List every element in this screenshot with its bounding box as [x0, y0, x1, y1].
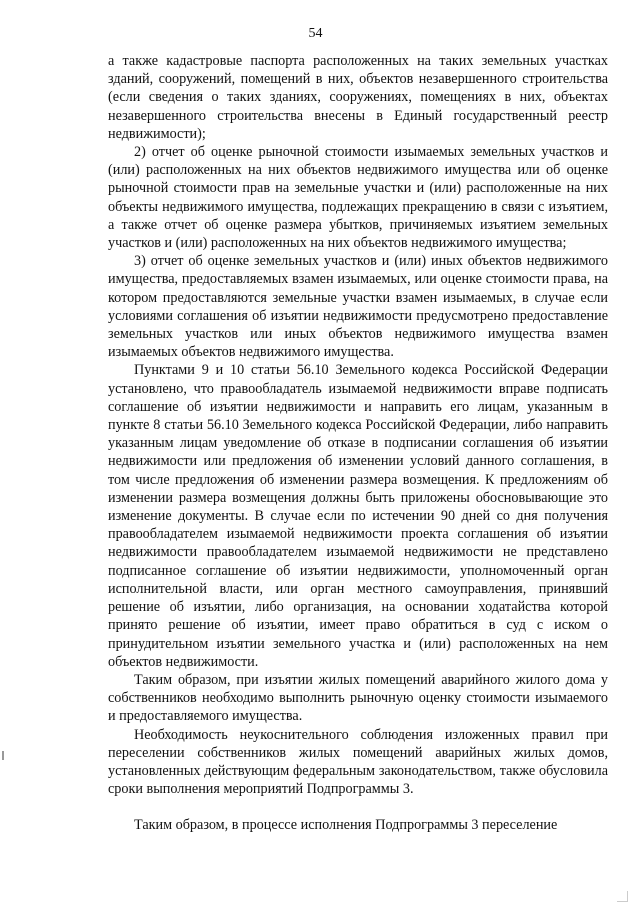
paragraph-replacement-valuation-report: 3) отчет об оценке земельных участков и (или) иных объектов недвижимого имущества, предоставляемых взамен изымаемых, или оценке стоимости права, на котором предоставляются земельные участки взамен изымаемых, в случае если условиями соглашения об изъятии недвижимости предусмотрено предоставление земельных участков или иных объектов недвижимого имущества взамен изымаемых объектов недвижимого имущества.: [108, 253, 608, 361]
paragraph-cadastral-passports: а также кадастровые паспорта расположенных на таких земельных участках зданий, сооружений, помещений в них, объектов незавершенного строительства (если сведения о таких зданиях, сооружениях, помещениях в них, объектах незавершенного строительства внесены в Единый государственный реестр недвижимости);: [108, 53, 608, 142]
page-number: 54: [308, 26, 323, 41]
paragraph-market-value-report: 2) отчет об оценке рыночной стоимости изымаемых земельных участков и (или) расположенных на них объектов недвижимого имущества или об оценке рыночной стоимости прав на земельные участки и (или) расположенные на них объекты недвижимого имущества, подлежащих прекращению в связи с изъятием, а также отчет об оценке размера убытков, причиняемых изъятием земельных участков и (или) расположенных на них объектов недвижимого имущества;: [108, 144, 608, 252]
page-body: [108, 52, 608, 835]
scan-corner-mark: [617, 891, 628, 902]
paragraph-land-code-articles: Пунктами 9 и 10 статьи 56.10 Земельного кодекса Российской Федерации установлено, что правообладатель изымаемой недвижимости вправе подписать соглашение об изъятии недвижимости и направить его лицам, указанным в пункте 8 статьи 56.10 Земельного кодекса Российской Федерации, либо направить указанным лицам уведомление об отказе в подписании соглашения об изъятии недвижимости или предложения об изменении условий данного соглашения, в том числе предложения об изменении размера возмещения. К предложениям об изменении размера возмещения должны быть приложены обосновывающие это изменение документы. В случае если по истечении 90 дней со дня получения правообладателем изымаемой недвижимости проекта соглашения об изъятии недвижимости правообладателем изымаемой недвижимости не представлено подписанное соглашение об изъятии недвижимости, уполномоченный орган исполнительной власти, или орган местного самоуправления, принявший решение об изъятии, либо организация, на основании ходатайства которой принято решение об изъятии, имеет право обратиться в суд с иском о принудительном изъятии земельного участка и (или) расположенных на нем объектов недвижимости.: [108, 362, 608, 670]
paragraph-resettlement-rules: Необходимость неукоснительного соблюдения изложенных правил при переселении собственников жилых помещений аварийных жилых домов, установленных действующим федеральным законодательством, также обусловила сроки выполнения мероприятий Подпрограммы 3.: [108, 726, 608, 798]
paragraph-subprogram-resettlement: Таким образом, в процессе исполнения Подпрограммы 3 переселение: [134, 817, 558, 834]
paragraph-market-valuation-conclusion: Таким образом, при изъятии жилых помещений аварийного жилого дома у собственников необходимо выполнить рыночную оценку стоимости изымаемого и предоставляемого имущества.: [108, 671, 608, 725]
scan-edge-mark: [2, 751, 4, 760]
